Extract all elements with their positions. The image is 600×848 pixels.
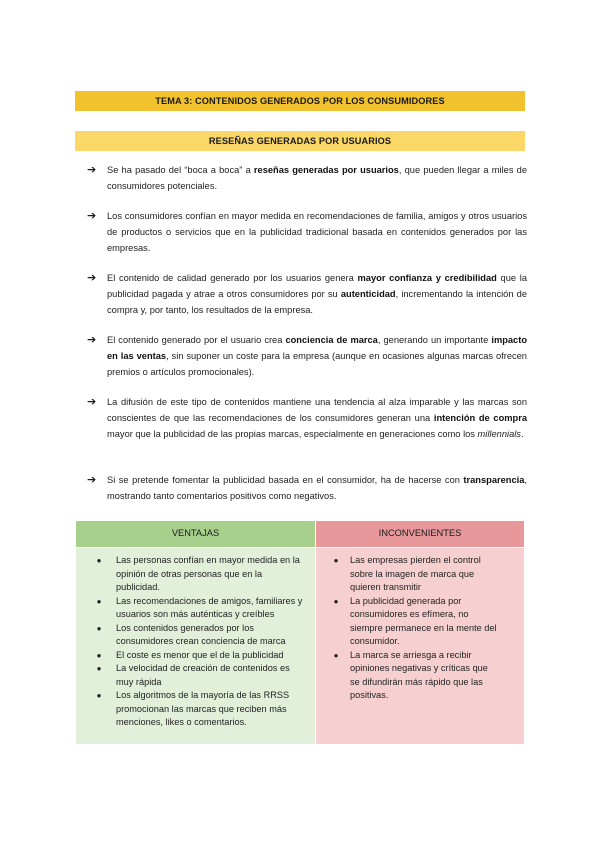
cons-list	[322, 554, 518, 703]
pros-item-text: Los algoritmos de la mayoría de las RRSS promocionan las marcas que reciben más menciones, likes o comentarios.	[116, 690, 290, 727]
bullet-dot-icon: ●	[96, 596, 102, 606]
bullet-text	[107, 208, 527, 256]
arrow-right-icon: ➔	[87, 164, 97, 176]
bullet-dot-icon: ●	[333, 556, 339, 565]
arrow-right-icon: ➔	[87, 474, 97, 486]
bullet-text	[107, 394, 527, 442]
bullet-dot-icon: ●	[96, 691, 102, 700]
pros-item-text: Las recomendaciones de amigos, familiares y usuarios son más auténticas y creíbles	[116, 595, 303, 619]
pros-item-text: El coste es menor que el de la publicidad	[116, 649, 284, 660]
list-item	[322, 649, 518, 703]
list-item	[82, 649, 309, 663]
bullet-item	[87, 394, 527, 442]
bullet-dot-icon: ●	[333, 596, 339, 606]
pros-header: VENTAJAS	[76, 521, 316, 548]
bullet-dot-icon: ●	[96, 664, 102, 673]
bullet-dot-icon: ●	[96, 650, 102, 660]
bullet-item	[87, 270, 527, 318]
text-run: El contenido generado por el usuario crea	[107, 335, 286, 345]
text-run: Se ha pasado del “boca a boca” a	[107, 165, 254, 175]
arrow-right-icon: ➔	[87, 272, 97, 284]
text-run: , sin suponer un coste para la empresa (aunque en ocasiones algunas marcas ofrecen premios o artículos promocionales).	[107, 351, 527, 377]
pros-item-text: La velocidad de creación de contenidos es muy rápida	[116, 663, 290, 687]
bullet-dot-icon: ●	[96, 623, 102, 633]
bold-text: intención de compra	[433, 413, 527, 423]
pros-list	[82, 554, 309, 730]
text-run: .	[520, 429, 524, 439]
cons-cell	[316, 548, 525, 745]
bullet-text	[107, 162, 527, 194]
list-item	[82, 662, 309, 689]
text-run: , que pueden llegar a miles de consumidores potenciales.	[107, 165, 528, 191]
bullet-dot-icon: ●	[96, 556, 102, 565]
arrow-right-icon: ➔	[87, 334, 97, 346]
bullet-item	[87, 332, 527, 380]
text-run: , incrementando la intención de compra y, por tanto, los resultados de la empresa.	[107, 289, 527, 315]
list-item	[82, 554, 309, 595]
pros-cons-table	[75, 520, 525, 745]
bold-text: impacto en las ventas	[107, 335, 528, 361]
bullet-text	[107, 472, 527, 504]
bold-text: reseñas generadas por usuarios	[253, 165, 399, 175]
pros-item-text: Las personas confían en mayor medida en la opinión de otras personas que en la publicidad.	[116, 555, 300, 592]
bold-text: transparencia	[463, 475, 525, 485]
bullet-dot-icon: ●	[333, 650, 339, 660]
bullet-text	[107, 332, 527, 380]
bullet-item	[87, 472, 527, 504]
italic-text: millennials	[477, 429, 521, 439]
bold-text: conciencia de marca	[285, 335, 378, 345]
arrow-right-icon: ➔	[87, 396, 97, 408]
list-item	[82, 622, 309, 649]
bullet-item	[87, 208, 527, 256]
list-item	[82, 689, 309, 730]
cons-item-text: La marca se arriesga a recibir opiniones negativas y críticas que se difundirán más rápido que las positivas.	[350, 649, 488, 700]
cons-header: INCONVENIENTES	[316, 521, 525, 548]
list-item	[322, 554, 518, 595]
arrow-right-icon: ➔	[87, 210, 97, 222]
page-title: TEMA 3: CONTENIDOS GENERADOS POR LOS CONSUMIDORES	[75, 91, 525, 111]
pros-item-text: Los contenidos generados por los consumidores crean conciencia de marca	[116, 622, 286, 646]
list-item	[82, 595, 309, 622]
text-run: Los consumidores confían en mayor medida en recomendaciones de familia, amigos y otros usuarios de productos o servicios que en la publicidad tradicional basada en contenidos generados por las empresas.	[107, 211, 527, 253]
text-run: Si se pretende fomentar la publicidad basada en el consumidor, ha de hacerse con	[107, 475, 464, 485]
bullet-text	[107, 270, 527, 318]
text-run: El contenido de calidad generado por los usuarios genera	[107, 273, 358, 283]
bullet-item	[87, 162, 527, 194]
list-item	[322, 595, 518, 649]
bold-text: autenticidad	[340, 289, 396, 299]
text-run: mayor que la publicidad de las propias marcas, especialmente en generaciones como los	[107, 429, 478, 439]
section-title: RESEÑAS GENERADAS POR USUARIOS	[75, 131, 525, 151]
text-run: , mostrando tanto comentarios positivos como negativos.	[107, 475, 527, 501]
cons-item-text: Las empresas pierden el control sobre la imagen de marca que quieren transmitir	[350, 555, 481, 592]
text-run: , generando un importante	[377, 335, 492, 345]
cons-item-text: La publicidad generada por consumidores es efímera, no siempre permanece en la mente del consumidor.	[350, 595, 497, 646]
bold-text: mayor confianza y credibilidad	[357, 273, 497, 283]
text-run: que la publicidad pagada y atrae a otros consumidores por su	[107, 273, 527, 299]
text-run: La difusión de este tipo de contenidos mantiene una tendencia al alza imparable y las marcas son conscientes de que las recomendaciones de los consumidores generan una	[107, 397, 527, 423]
pros-cell	[76, 548, 316, 745]
